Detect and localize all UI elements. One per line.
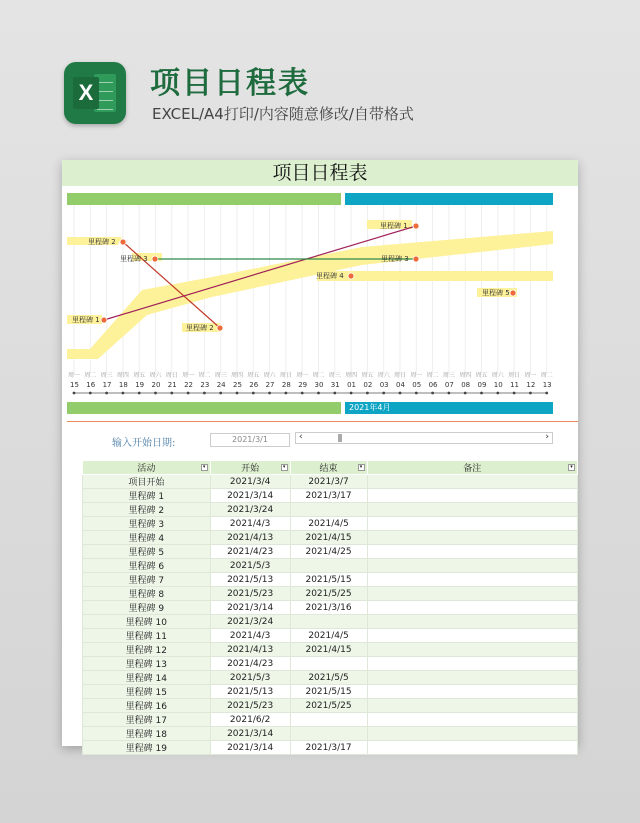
cell-notes[interactable] — [367, 517, 578, 531]
day-name-label: 周一 — [182, 372, 195, 379]
day-name-label: 周一 — [410, 372, 423, 379]
day-number-label: 10 — [493, 381, 503, 389]
table-row — [83, 489, 578, 503]
column-header-notes[interactable] — [367, 461, 578, 475]
axis-tick — [301, 392, 304, 395]
day-name-label: 周一 — [296, 372, 309, 379]
table-row — [83, 643, 578, 657]
axis-tick — [138, 392, 141, 395]
cell-activity[interactable]: 里程碑 15 — [83, 685, 211, 699]
day-name-label: 周二 — [540, 372, 553, 379]
cell-end[interactable]: 2021/4/5 — [290, 629, 367, 643]
cell-activity[interactable]: 里程碑 1 — [83, 489, 211, 503]
month-bar-march — [67, 193, 341, 205]
axis-tick — [366, 392, 369, 395]
day-number-label: 16 — [86, 381, 96, 389]
table-row — [83, 573, 578, 587]
cell-notes[interactable] — [367, 489, 578, 503]
milestone-label: 里程碑 1 — [380, 222, 408, 230]
cell-end[interactable] — [290, 713, 367, 727]
cell-activity[interactable]: 里程碑 18 — [83, 727, 211, 741]
day-name-label: 周四 — [116, 372, 129, 379]
cell-end[interactable]: 2021/5/5 — [290, 671, 367, 685]
cell-notes[interactable] — [367, 503, 578, 517]
axis-tick — [333, 392, 336, 395]
day-number-label: 12 — [526, 381, 536, 389]
table-row — [83, 615, 578, 629]
month-bar-april — [345, 193, 553, 205]
cell-start[interactable]: 2021/5/3 — [210, 671, 290, 685]
day-number-label: 04 — [396, 381, 405, 389]
document-title: 项目日程表 — [150, 66, 310, 101]
cell-start[interactable]: 2021/3/24 — [210, 503, 290, 517]
cell-activity[interactable]: 里程碑 17 — [83, 713, 211, 727]
filter-dropdown-icon[interactable]: ▾ — [201, 464, 208, 471]
day-name-label: 周五 — [361, 372, 374, 379]
day-number-label: 22 — [184, 381, 194, 389]
day-number-label: 27 — [265, 381, 275, 389]
cell-notes[interactable] — [367, 643, 578, 657]
day-name-label: 周二 — [198, 372, 211, 379]
cell-activity[interactable]: 里程碑 4 — [83, 531, 211, 545]
day-name-label: 周四 — [345, 372, 358, 379]
axis-tick — [529, 392, 532, 395]
start-date-input[interactable]: 2021/3/1 — [210, 433, 290, 447]
axis-tick — [464, 392, 467, 395]
day-number-label: 01 — [347, 381, 357, 389]
milestone-marker — [101, 317, 107, 323]
day-number-label: 29 — [298, 381, 308, 389]
timeline-chart — [62, 205, 578, 395]
table-row — [83, 713, 578, 727]
cell-activity[interactable]: 里程碑 9 — [83, 601, 211, 615]
cell-notes[interactable] — [367, 699, 578, 713]
table-row — [83, 503, 578, 517]
cell-activity[interactable]: 里程碑 2 — [83, 503, 211, 517]
month-label-april: 2021年4月 — [345, 402, 553, 414]
axis-tick — [415, 392, 418, 395]
milestone-marker — [120, 239, 126, 245]
day-name-label: 周二 — [84, 372, 97, 379]
milestone-marker — [152, 256, 158, 262]
cell-end[interactable]: 2021/5/25 — [290, 587, 367, 601]
cell-end[interactable] — [290, 615, 367, 629]
milestone-label: 里程碑 3 — [381, 255, 409, 263]
milestone-label: 里程碑 3 — [120, 255, 148, 263]
table-header — [83, 461, 578, 475]
day-number-label: 02 — [363, 381, 373, 389]
cell-start[interactable]: 2021/4/13 — [210, 643, 290, 657]
table-row — [83, 545, 578, 559]
day-number-label: 26 — [249, 381, 259, 389]
cell-start[interactable]: 2021/4/3 — [210, 629, 290, 643]
day-number-label: 31 — [330, 381, 340, 389]
day-number-label: 24 — [216, 381, 226, 389]
day-name-label: 周五 — [247, 372, 260, 379]
table-row — [83, 475, 578, 489]
cell-activity[interactable]: 里程碑 19 — [83, 741, 211, 755]
cell-notes[interactable] — [367, 741, 578, 755]
table-row — [83, 741, 578, 755]
day-name-label: 周日 — [394, 372, 407, 379]
cell-end[interactable] — [290, 559, 367, 573]
table-row — [83, 531, 578, 545]
milestone-label: 里程碑 2 — [186, 324, 214, 332]
sheet-title: 项目日程表 — [62, 160, 578, 186]
cell-start[interactable]: 2021/4/13 — [210, 531, 290, 545]
divider — [67, 421, 578, 422]
axis-tick — [496, 392, 499, 395]
day-name-label: 周三 — [100, 372, 113, 379]
cell-end[interactable] — [290, 657, 367, 671]
day-name-label: 周五 — [475, 372, 488, 379]
cell-notes[interactable] — [367, 573, 578, 587]
cell-activity[interactable]: 里程碑 14 — [83, 671, 211, 685]
column-header-activity[interactable] — [83, 461, 211, 475]
day-name-label: 周五 — [133, 372, 146, 379]
milestone-marker — [413, 256, 419, 262]
scroll-thumb[interactable] — [338, 434, 342, 442]
day-number-label: 05 — [412, 381, 422, 389]
axis-tick — [105, 392, 108, 395]
filter-dropdown-icon[interactable]: ▾ — [568, 464, 575, 471]
cell-start[interactable]: 2021/5/13 — [210, 685, 290, 699]
day-number-label: 07 — [444, 381, 454, 389]
cell-notes[interactable] — [367, 671, 578, 685]
axis-tick — [317, 392, 320, 395]
axis-tick — [268, 392, 271, 395]
cell-activity[interactable]: 里程碑 10 — [83, 615, 211, 629]
cell-start[interactable]: 2021/3/24 — [210, 615, 290, 629]
cell-notes[interactable] — [367, 545, 578, 559]
cell-start[interactable]: 2021/3/14 — [210, 601, 290, 615]
axis-tick — [170, 392, 173, 395]
table-row — [83, 727, 578, 741]
timeline-scrollbar[interactable] — [295, 432, 553, 444]
milestone-label: 里程碑 5 — [482, 289, 510, 297]
cell-notes[interactable] — [367, 615, 578, 629]
axis-tick — [252, 392, 255, 395]
axis-tick — [350, 392, 353, 395]
filter-dropdown-icon[interactable]: ▾ — [358, 464, 365, 471]
day-name-label: 周日 — [279, 372, 292, 379]
cell-activity[interactable]: 里程碑 5 — [83, 545, 211, 559]
month-label-march — [67, 402, 341, 414]
axis-tick — [285, 392, 288, 395]
table-row — [83, 601, 578, 615]
cell-start[interactable]: 2021/5/3 — [210, 559, 290, 573]
cell-activity[interactable]: 里程碑 16 — [83, 699, 211, 713]
table-row — [83, 559, 578, 573]
day-number-label: 28 — [281, 381, 291, 389]
milestone-marker — [413, 223, 419, 229]
axis-tick — [187, 392, 190, 395]
cell-end[interactable]: 2021/3/16 — [290, 601, 367, 615]
cell-start[interactable]: 2021/6/2 — [210, 713, 290, 727]
column-label: 活动 — [137, 464, 156, 474]
cell-end[interactable]: 2021/3/7 — [290, 475, 367, 489]
axis-tick — [236, 392, 239, 395]
table-row — [83, 671, 578, 685]
day-number-label: 21 — [167, 381, 177, 389]
cell-activity[interactable]: 里程碑 6 — [83, 559, 211, 573]
cell-activity[interactable]: 里程碑 13 — [83, 657, 211, 671]
activity-table — [82, 460, 578, 755]
milestone-marker — [348, 273, 354, 279]
milestone-marker — [510, 290, 516, 296]
axis-tick — [448, 392, 451, 395]
cell-start[interactable]: 2021/3/14 — [210, 489, 290, 503]
day-name-label: 周三 — [328, 372, 341, 379]
cell-end[interactable]: 2021/3/17 — [290, 489, 367, 503]
cell-end[interactable]: 2021/5/15 — [290, 573, 367, 587]
cell-activity[interactable]: 里程碑 7 — [83, 573, 211, 587]
cell-activity[interactable]: 里程碑 12 — [83, 643, 211, 657]
day-name-label: 周二 — [312, 372, 325, 379]
day-name-label: 周一 — [524, 372, 537, 379]
column-header-end[interactable] — [290, 461, 367, 475]
axis-tick — [89, 392, 92, 395]
cell-start[interactable]: 2021/3/14 — [210, 741, 290, 755]
table-row — [83, 587, 578, 601]
cell-start[interactable]: 2021/4/23 — [210, 545, 290, 559]
day-number-label: 09 — [477, 381, 487, 389]
axis-tick — [545, 392, 548, 395]
day-name-label: 周日 — [508, 372, 521, 379]
day-name-label: 周六 — [149, 372, 162, 379]
scroll-right-icon[interactable]: › — [545, 432, 549, 442]
cell-end[interactable]: 2021/3/17 — [290, 741, 367, 755]
filter-dropdown-icon[interactable]: ▾ — [281, 464, 288, 471]
document-subtitle: EXCEL/A4打印/内容随意修改/自带格式 — [152, 105, 414, 123]
day-number-label: 03 — [379, 381, 389, 389]
day-number-label: 11 — [510, 381, 520, 389]
cell-start[interactable]: 2021/4/23 — [210, 657, 290, 671]
cell-activity[interactable]: 里程碑 3 — [83, 517, 211, 531]
cell-notes[interactable] — [367, 531, 578, 545]
day-name-label: 周六 — [491, 372, 504, 379]
cell-notes[interactable] — [367, 559, 578, 573]
cell-activity[interactable]: 里程碑 8 — [83, 587, 211, 601]
table-row — [83, 517, 578, 531]
axis-tick — [399, 392, 402, 395]
day-number-label: 20 — [151, 381, 161, 389]
axis-tick — [73, 392, 76, 395]
day-name-label: 周二 — [426, 372, 439, 379]
cell-start[interactable]: 2021/4/3 — [210, 517, 290, 531]
axis-tick — [203, 392, 206, 395]
axis-tick — [154, 392, 157, 395]
column-label: 结束 — [319, 464, 338, 474]
cell-notes[interactable] — [367, 657, 578, 671]
cell-activity[interactable]: 里程碑 11 — [83, 629, 211, 643]
column-label: 备注 — [463, 464, 482, 474]
day-name-label: 周日 — [165, 372, 178, 379]
column-header-start[interactable] — [210, 461, 290, 475]
table-row — [83, 629, 578, 643]
cell-notes[interactable] — [367, 475, 578, 489]
cell-notes[interactable] — [367, 713, 578, 727]
cell-end[interactable]: 2021/4/15 — [290, 531, 367, 545]
excel-x-icon: X — [73, 77, 99, 109]
cell-end[interactable] — [290, 503, 367, 517]
axis-tick — [513, 392, 516, 395]
table-row — [83, 657, 578, 671]
day-number-label: 30 — [314, 381, 324, 389]
day-number-label: 08 — [461, 381, 471, 389]
cell-notes[interactable] — [367, 629, 578, 643]
milestone-label: 里程碑 4 — [316, 272, 344, 280]
day-name-label: 周六 — [377, 372, 390, 379]
column-label: 开始 — [241, 464, 260, 474]
milestone-label: 里程碑 1 — [72, 316, 100, 324]
cell-end[interactable] — [290, 727, 367, 741]
cell-notes[interactable] — [367, 601, 578, 615]
day-name-label: 周三 — [214, 372, 227, 379]
axis-tick — [480, 392, 483, 395]
cell-notes[interactable] — [367, 587, 578, 601]
cell-end[interactable]: 2021/4/15 — [290, 643, 367, 657]
day-number-label: 15 — [70, 381, 79, 389]
milestone-marker — [217, 325, 223, 331]
cell-start[interactable]: 2021/3/14 — [210, 727, 290, 741]
day-name-label: 周四 — [459, 372, 472, 379]
cell-end[interactable]: 2021/5/15 — [290, 685, 367, 699]
day-name-label: 周一 — [68, 372, 81, 379]
day-name-label: 周三 — [442, 372, 455, 379]
day-name-label: 周四 — [231, 372, 244, 379]
day-number-label: 25 — [233, 381, 242, 389]
cell-start[interactable]: 2021/3/4 — [210, 475, 290, 489]
cell-start[interactable]: 2021/5/13 — [210, 573, 290, 587]
day-number-label: 18 — [118, 381, 128, 389]
scroll-left-icon[interactable]: ‹ — [299, 432, 303, 442]
cell-notes[interactable] — [367, 727, 578, 741]
axis-tick — [122, 392, 125, 395]
cell-end[interactable]: 2021/5/25 — [290, 699, 367, 713]
day-number-label: 13 — [542, 381, 552, 389]
cell-end[interactable]: 2021/4/25 — [290, 545, 367, 559]
day-number-label: 19 — [135, 381, 145, 389]
axis-tick — [219, 392, 222, 395]
day-name-label: 周六 — [263, 372, 276, 379]
milestone-label: 里程碑 2 — [88, 238, 116, 246]
day-number-label: 17 — [102, 381, 112, 389]
axis-tick — [431, 392, 434, 395]
spreadsheet — [62, 160, 578, 754]
cell-start[interactable]: 2021/5/23 — [210, 587, 290, 601]
cell-activity[interactable]: 项目开始 — [83, 475, 211, 489]
table-row — [83, 699, 578, 713]
day-number-label: 23 — [200, 381, 210, 389]
excel-logo — [64, 62, 126, 124]
cell-start[interactable]: 2021/5/23 — [210, 699, 290, 713]
table-row — [83, 685, 578, 699]
cell-end[interactable]: 2021/4/5 — [290, 517, 367, 531]
axis-tick — [382, 392, 385, 395]
cell-notes[interactable] — [367, 685, 578, 699]
day-number-label: 06 — [428, 381, 438, 389]
start-date-label: 输入开始日期: — [112, 438, 176, 449]
